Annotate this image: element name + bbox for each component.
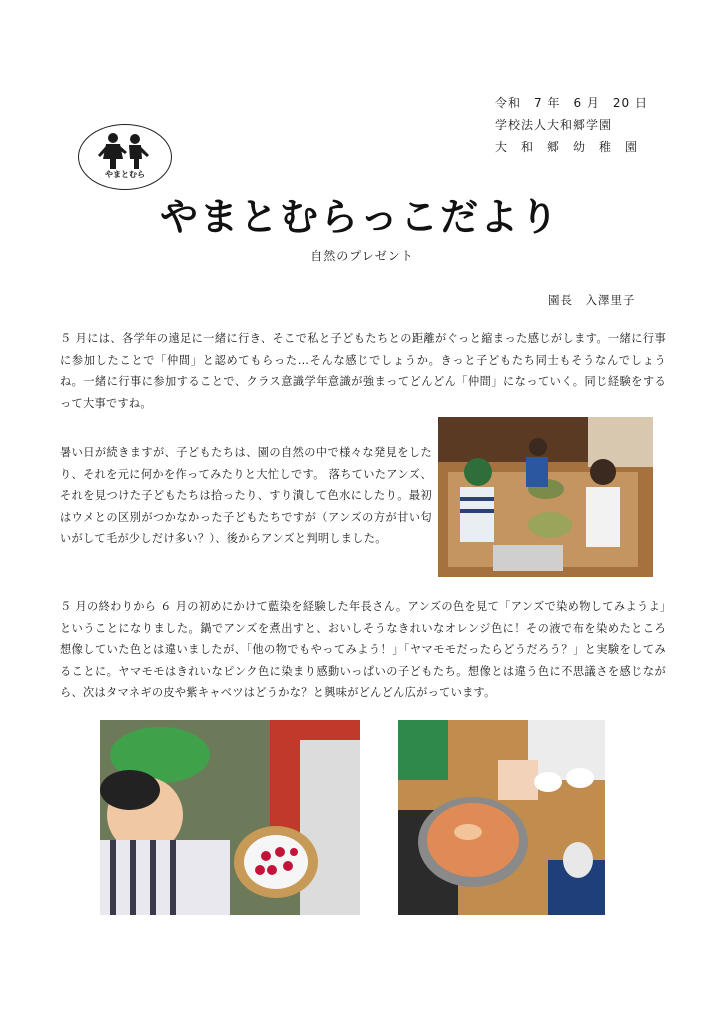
logo <box>78 124 172 190</box>
photo-dye-pot <box>398 720 605 915</box>
newsletter-title: やまとむらっこだより <box>159 195 560 239</box>
photo-apricot-play <box>438 417 653 577</box>
kindergarten-name: 大 和 郷 幼 稚 園 <box>495 140 639 154</box>
school-corporation: 学校法人大和郷学園 <box>495 118 613 132</box>
paragraph-1: ５ 月には、各学年の遠足に一緒に行き、そこで私と子どもたちとの距離がぐっと縮まった感じがします。一緒に行事に参加したことで「仲間」と認めてもらった…そんな感じでしょうか。きっと子どもたち同士もそうなんでしょうね。一緒に行事に参加することで、クラス意識学年意識が強まってどんどん「仲間」になっていく。同じ経験をするって大事ですね。 <box>60 332 666 410</box>
header-info <box>495 92 665 158</box>
author-line: 園長 入澤里子 <box>548 293 636 307</box>
photo-bayberry-basket <box>100 720 360 915</box>
issue-date: 令和 7 年 6 月 20 日 <box>495 96 648 110</box>
paragraph-2: 暑い日が続きますが、子どもたちは、園の自然の中で様々な発見をしたり、それを元に何かを作ってみたりと大忙しです。 落ちていたアンズ、それを見つけた子どもたちは拾ったり、すり潰して色水にしたり。最初はウメとの区別がつかなかった子どもたちですが（アンズの方が甘い匂いがして毛が少しだけ多い？）、後からアンズと判明しました。 <box>60 446 432 545</box>
paragraph-3: ５ 月の終わりから ６ 月の初めにかけて藍染を経験した年長さん。アンズの色を見て「アンズで染め物してみようよ」ということになりました。鍋でアンズを煮出すと、おいしそうなきれいなオレンジ色に！その液で布を染めたところ想像していた色とは違いましたが、「他の物でもやってみよう！」「ヤマモモだったらどうだろう？」と実験をしてみることに。ヤマモモはきれいなピンク色に染まり感動いっぱいの子どもたち。想像とは違う色に不思議さを感じながら、次はタマネギの皮や紫キャベツはどうかな？と興味がどんどん広がっています。 <box>60 600 666 699</box>
newsletter-subtitle: 自然のプレゼント <box>310 249 414 263</box>
logo-text: やまとむら <box>105 170 145 179</box>
